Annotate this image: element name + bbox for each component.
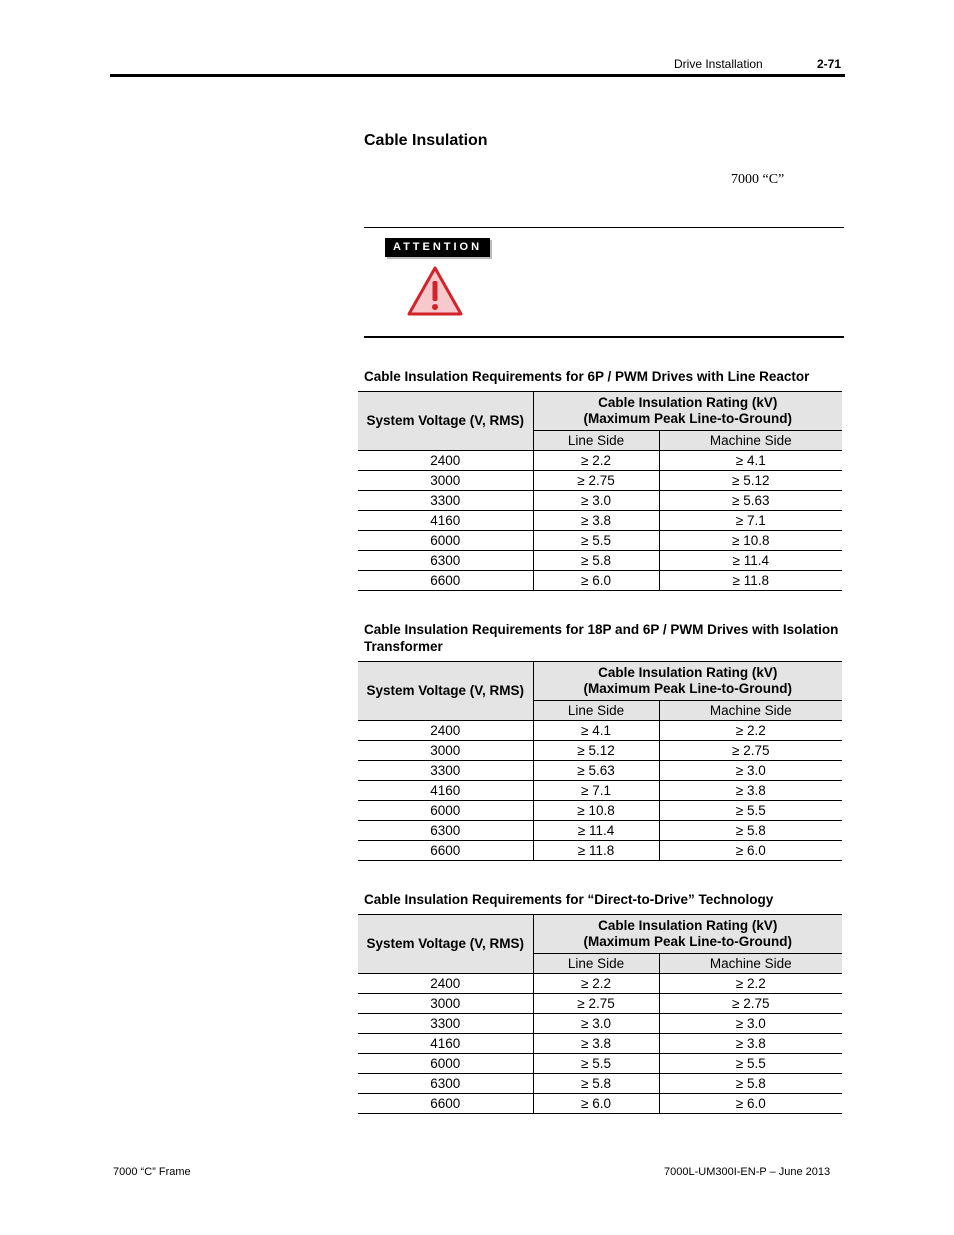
table-row (358, 551, 842, 571)
attention-top-rule (364, 227, 844, 228)
table-row (358, 781, 842, 801)
table-row (358, 761, 842, 781)
cell-voltage: 3300 (358, 1014, 533, 1034)
cell-line-side: ≥ 5.63 (533, 761, 659, 781)
header-rule (110, 74, 845, 77)
cell-voltage: 4160 (358, 781, 533, 801)
cell-line-side: ≥ 6.0 (533, 1094, 659, 1114)
intro-fragment: 7000 “C” (731, 172, 785, 187)
cell-line-side: ≥ 5.8 (533, 1074, 659, 1094)
table-row (358, 1074, 842, 1094)
cell-machine-side: ≥ 5.5 (659, 1054, 842, 1074)
cell-machine-side: ≥ 10.8 (659, 531, 842, 551)
cell-machine-side: ≥ 5.12 (659, 471, 842, 491)
cell-voltage: 4160 (358, 1034, 533, 1054)
col-rating-line2: (Maximum Peak Line-to-Ground) (583, 411, 793, 426)
cell-line-side: ≥ 3.0 (533, 491, 659, 511)
cell-line-side: ≥ 7.1 (533, 781, 659, 801)
header-section: Drive Installation (674, 57, 763, 71)
cell-voltage: 3000 (358, 741, 533, 761)
cell-line-side: ≥ 11.8 (533, 841, 659, 861)
cell-machine-side: ≥ 2.75 (659, 741, 842, 761)
col-rating-line2: (Maximum Peak Line-to-Ground) (583, 681, 793, 696)
cell-voltage: 3000 (358, 994, 533, 1014)
cell-machine-side: ≥ 3.0 (659, 1014, 842, 1034)
section-title: Cable Insulation (364, 132, 488, 149)
cell-voltage: 6300 (358, 821, 533, 841)
cell-voltage: 6000 (358, 801, 533, 821)
cell-line-side: ≥ 2.75 (533, 994, 659, 1014)
cell-line-side: ≥ 10.8 (533, 801, 659, 821)
cell-voltage: 6000 (358, 531, 533, 551)
cell-machine-side: ≥ 3.8 (659, 1034, 842, 1054)
table-isolation-transformer (358, 661, 842, 861)
cell-machine-side: ≥ 5.63 (659, 491, 842, 511)
table2-caption-line2: Transformer (364, 639, 443, 654)
table-row (358, 721, 842, 741)
cell-line-side: ≥ 3.0 (533, 1014, 659, 1034)
cell-voltage: 3300 (358, 491, 533, 511)
cell-line-side: ≥ 11.4 (533, 821, 659, 841)
cell-voltage: 6600 (358, 841, 533, 861)
footer-right: 7000L-UM300I-EN-P – June 2013 (664, 1166, 831, 1178)
cell-machine-side: ≥ 4.1 (659, 451, 842, 471)
cell-machine-side: ≥ 5.8 (659, 821, 842, 841)
table-row (358, 801, 842, 821)
cell-machine-side: ≥ 5.8 (659, 1074, 842, 1094)
table-row (358, 491, 842, 511)
cell-line-side: ≥ 5.5 (533, 531, 659, 551)
table-row (358, 1094, 842, 1114)
table3-caption: Cable Insulation Requirements for “Direct-to-Drive” Technology (364, 892, 774, 907)
col-rating (533, 662, 842, 701)
cell-line-side: ≥ 4.1 (533, 721, 659, 741)
page-number: 2-71 (817, 57, 842, 71)
col-rating-line1: Cable Insulation Rating (kV) (598, 395, 778, 410)
table-row (358, 1034, 842, 1054)
col-rating-line1: Cable Insulation Rating (kV) (598, 665, 778, 680)
cell-machine-side: ≥ 11.4 (659, 551, 842, 571)
table-row (358, 1054, 842, 1074)
table-row (358, 451, 842, 471)
cell-line-side: ≥ 5.8 (533, 551, 659, 571)
col-rating (533, 392, 842, 431)
cell-voltage: 6300 (358, 551, 533, 571)
cell-voltage: 2400 (358, 721, 533, 741)
cell-voltage: 6000 (358, 1054, 533, 1074)
table-row (358, 821, 842, 841)
table-row (358, 1014, 842, 1034)
cell-line-side: ≥ 2.2 (533, 974, 659, 994)
cell-machine-side: ≥ 2.2 (659, 974, 842, 994)
table2-caption-line1: Cable Insulation Requirements for 18P and 6P / PWM Drives with Isolation (364, 622, 839, 637)
cell-voltage: 6600 (358, 571, 533, 591)
col-system-voltage: System Voltage (V, RMS) (358, 662, 533, 721)
table-row (358, 741, 842, 761)
cell-voltage: 4160 (358, 511, 533, 531)
col-rating (533, 915, 842, 954)
table-row (358, 994, 842, 1014)
table-line-reactor (358, 391, 842, 591)
cell-voltage: 3300 (358, 761, 533, 781)
table-direct-to-drive (358, 914, 842, 1114)
col-rating-line2: (Maximum Peak Line-to-Ground) (583, 934, 793, 949)
cell-voltage: 6300 (358, 1074, 533, 1094)
cell-line-side: ≥ 3.8 (533, 1034, 659, 1054)
col-machine-side: Machine Side (659, 431, 842, 451)
table-row (358, 571, 842, 591)
col-machine-side: Machine Side (659, 954, 842, 974)
cell-machine-side: ≥ 3.0 (659, 761, 842, 781)
cell-line-side: ≥ 2.2 (533, 451, 659, 471)
cell-voltage: 6600 (358, 1094, 533, 1114)
col-machine-side: Machine Side (659, 701, 842, 721)
table-row (358, 471, 842, 491)
cell-machine-side: ≥ 11.8 (659, 571, 842, 591)
col-system-voltage: System Voltage (V, RMS) (358, 392, 533, 451)
cell-line-side: ≥ 5.12 (533, 741, 659, 761)
table-row (358, 531, 842, 551)
cell-machine-side: ≥ 3.8 (659, 781, 842, 801)
table-row (358, 974, 842, 994)
cell-line-side: ≥ 3.8 (533, 511, 659, 531)
cell-machine-side: ≥ 6.0 (659, 1094, 842, 1114)
col-system-voltage: System Voltage (V, RMS) (358, 915, 533, 974)
cell-voltage: 2400 (358, 974, 533, 994)
cell-machine-side: ≥ 7.1 (659, 511, 842, 531)
cell-machine-side: ≥ 2.75 (659, 994, 842, 1014)
table-row (358, 841, 842, 861)
cell-machine-side: ≥ 2.2 (659, 721, 842, 741)
cell-machine-side: ≥ 5.5 (659, 801, 842, 821)
col-line-side: Line Side (533, 431, 659, 451)
col-line-side: Line Side (533, 954, 659, 974)
cell-voltage: 2400 (358, 451, 533, 471)
cell-voltage: 3000 (358, 471, 533, 491)
table1-caption: Cable Insulation Requirements for 6P / PWM Drives with Line Reactor (364, 369, 810, 384)
warning-triangle-icon (406, 265, 464, 317)
table-row (358, 511, 842, 531)
cell-machine-side: ≥ 6.0 (659, 841, 842, 861)
footer-left: 7000 “C” Frame (113, 1166, 191, 1178)
col-line-side: Line Side (533, 701, 659, 721)
attention-badge: ATTENTION (385, 238, 490, 257)
attention-bottom-rule (364, 336, 844, 338)
cell-line-side: ≥ 5.5 (533, 1054, 659, 1074)
cell-line-side: ≥ 6.0 (533, 571, 659, 591)
col-rating-line1: Cable Insulation Rating (kV) (598, 918, 778, 933)
cell-line-side: ≥ 2.75 (533, 471, 659, 491)
